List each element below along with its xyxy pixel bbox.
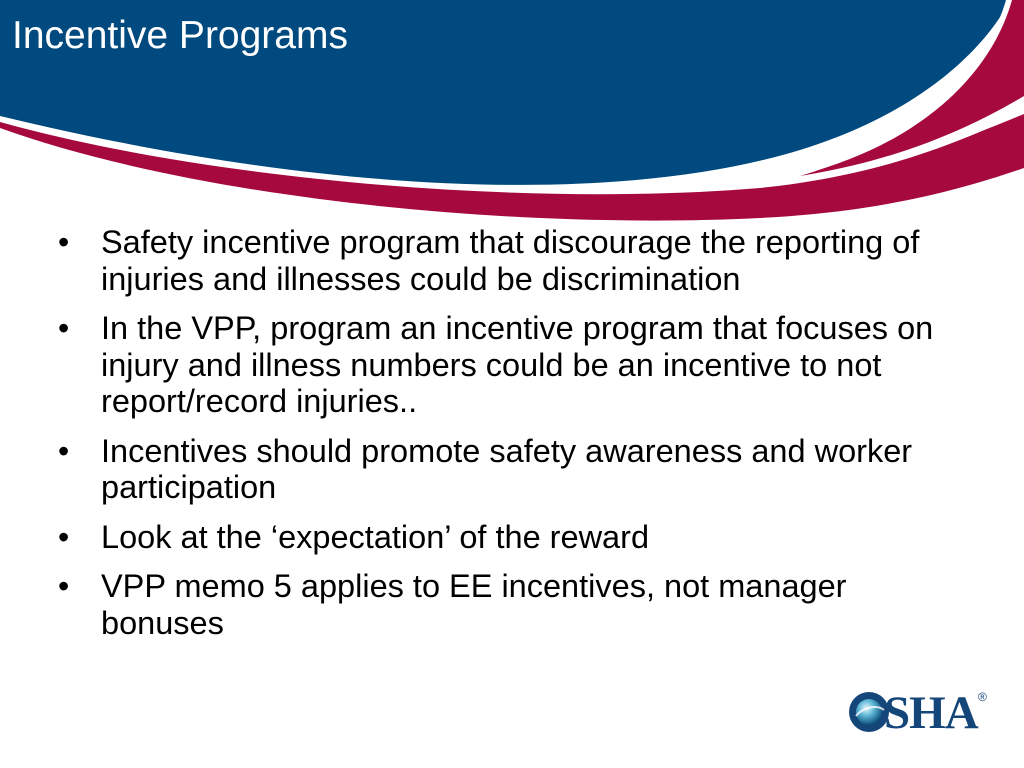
- registered-mark: ®: [978, 690, 987, 704]
- bullet-dot: •: [58, 568, 70, 604]
- bullet-item: [58, 310, 958, 420]
- bullet-item: [58, 433, 958, 506]
- bullet-list: [58, 224, 958, 654]
- bullet-text: VPP memo 5 applies to EE incentives, not manager bonuses: [101, 568, 847, 641]
- bullet-item: [58, 224, 958, 297]
- bullet-item: [58, 568, 958, 641]
- bullet-text: Look at the ‘expectation’ of the reward: [101, 518, 650, 555]
- bullet-item: [58, 519, 958, 556]
- bullet-dot: •: [58, 224, 70, 260]
- bullet-dot: •: [58, 310, 70, 346]
- bullet-text: Incentives should promote safety awareness and worker participation: [101, 432, 913, 505]
- slide-title: Incentive Programs: [12, 14, 348, 57]
- bullet-text: Safety incentive program that discourage the reporting of injuries and illnesses could be discrimination: [101, 224, 920, 297]
- bullet-dot: •: [58, 518, 70, 555]
- bullet-text: In the VPP, program an incentive program that focuses on injury and illness numbers could be an incentive to not report/record injuries..: [101, 310, 934, 419]
- bullet-dot: •: [58, 432, 70, 469]
- osha-logo-text: SHA: [884, 687, 978, 739]
